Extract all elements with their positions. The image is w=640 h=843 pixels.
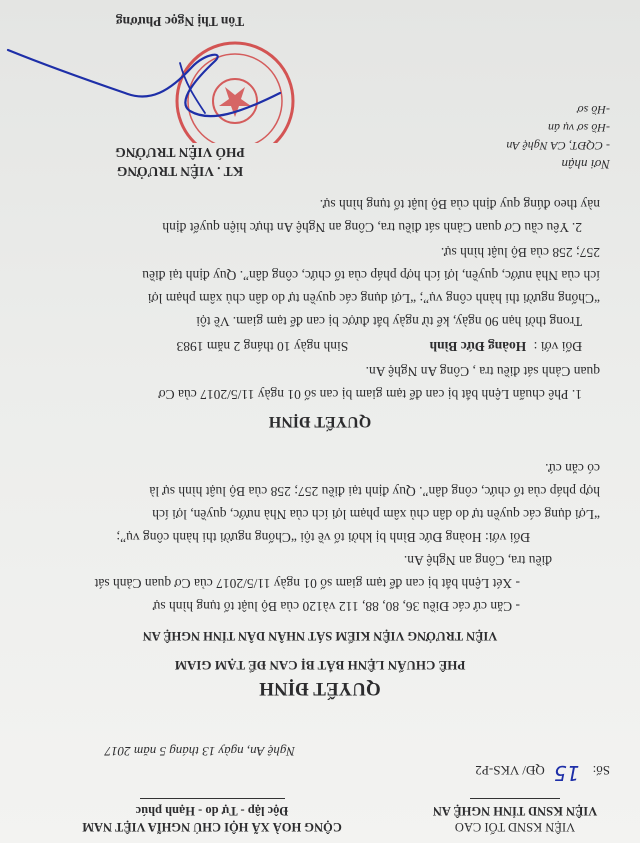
signatory-name: Tôn Thị Ngọc Phương	[115, 14, 245, 29]
preamble-line1: - Căn cứ các Điều 36, 80, 88, 112 và120 của Bộ luật tố tụng hình sự	[153, 599, 520, 614]
number-suffix: QĐ/ VKS-P2	[475, 763, 545, 778]
number-value: 15	[553, 761, 580, 785]
preamble-line7: có căn cứ.	[545, 461, 600, 476]
recipient-item: -Hồ sơ	[577, 103, 610, 117]
org-underline	[470, 798, 560, 799]
preamble-line3: điều tra, Công an Nghệ An.	[403, 553, 552, 568]
decision-p2-line2: này theo đúng quy định của Bộ luật tố tụng hình sự.	[319, 197, 600, 212]
decision-p2-line1: 2. Yêu cầu Cơ quan Cảnh sát điều tra, Công an Nghệ An thực hiện quyết định	[162, 220, 582, 235]
subject-row	[176, 338, 582, 354]
preamble-line5: “Lợi dụng các quyền tự do dân chủ xâm phạm lợi ích của Nhà nước, quyền, lợi ích	[152, 507, 600, 522]
decision-p1-line2: quan Cảnh sát điều tra , Công An Nghệ An.	[365, 364, 600, 379]
nation-line2: Độc lập - Tự do - Hạnh phúc	[135, 804, 289, 818]
decision-p1-line1: 1. Phê chuẩn Lệnh bắt bị can để tạm giam bị can số 01 ngày 11/5/2017 của Cơ	[158, 387, 582, 402]
decision-heading: QUYẾT ĐỊNH	[268, 413, 372, 430]
title-sub: PHÊ CHUẨN LỆNH BẮT BỊ CAN ĐỂ TẠM GIAM	[174, 658, 466, 673]
subject-birth: Sinh ngày 10 tháng 2 năm 1983	[176, 339, 349, 354]
org-line2: VIỆN KSND TỈNH NGHỆ AN	[432, 804, 598, 818]
number-label: Số:	[592, 763, 610, 778]
title-authority: VIỆN TRƯỞNG VIỆN KIỂM SÁT NHÂN DÂN TỈNH NGHỆ AN	[142, 629, 498, 643]
recipient-item: -Hồ sơ vụ án	[547, 121, 610, 135]
handwritten-signature	[0, 33, 300, 153]
subject-label: Đối với :	[533, 339, 582, 354]
org-line1: VIỆN KSND TỐI CAO	[454, 820, 576, 834]
preamble-line2: - Xét Lệnh bắt bị can để tạm giam số 01 ngày 11/5/2017 của Cơ quan Cảnh sát	[94, 576, 520, 591]
title-main: QUYẾT ĐỊNH	[259, 678, 381, 699]
nation-underline	[140, 798, 285, 799]
document-number	[475, 761, 610, 785]
recipients-label: Nơi nhận	[561, 157, 610, 172]
signature-line2: PHÓ VIỆN TRƯỞNG	[115, 145, 245, 160]
term-line4: 257; 258 của Bộ luật hình sự.	[440, 245, 600, 260]
term-line1: Trong thời hạn 90 ngày, kể từ ngày bắt được bị can để tạm giam. Về tội	[196, 314, 582, 329]
signature-line1: KT . VIỆN TRƯỞNG	[116, 164, 244, 179]
term-line2: “Chống người thi hành công vụ”; “Lợi dụng các quyền tự do dân chủ xâm phạm lợi	[147, 291, 600, 306]
term-line3: ích của Nhà nước, quyền, lợi ích hợp pháp của tổ chức, công dân”. Quy định tại điều	[142, 268, 600, 283]
subject-name: Hoàng Đức Bình	[429, 339, 527, 354]
preamble-line4: Đối với: Hoàng Đức Bình bị khởi tố về tội “Chống người thi hành công vụ”;	[116, 530, 530, 545]
recipient-item: - CQĐT, CA Nghệ An	[506, 139, 610, 153]
preamble-line6: hợp pháp của tổ chức, công dân”. Quy định tại điều 257; 258 của Bộ luật hình sự là	[149, 484, 600, 499]
nation-line1: CỘNG HOÀ XÃ HỘI CHỦ NGHĨA VIỆT NAM	[82, 820, 342, 834]
place-date: Nghệ An, ngày 13 tháng 5 năm 2017	[104, 744, 295, 759]
